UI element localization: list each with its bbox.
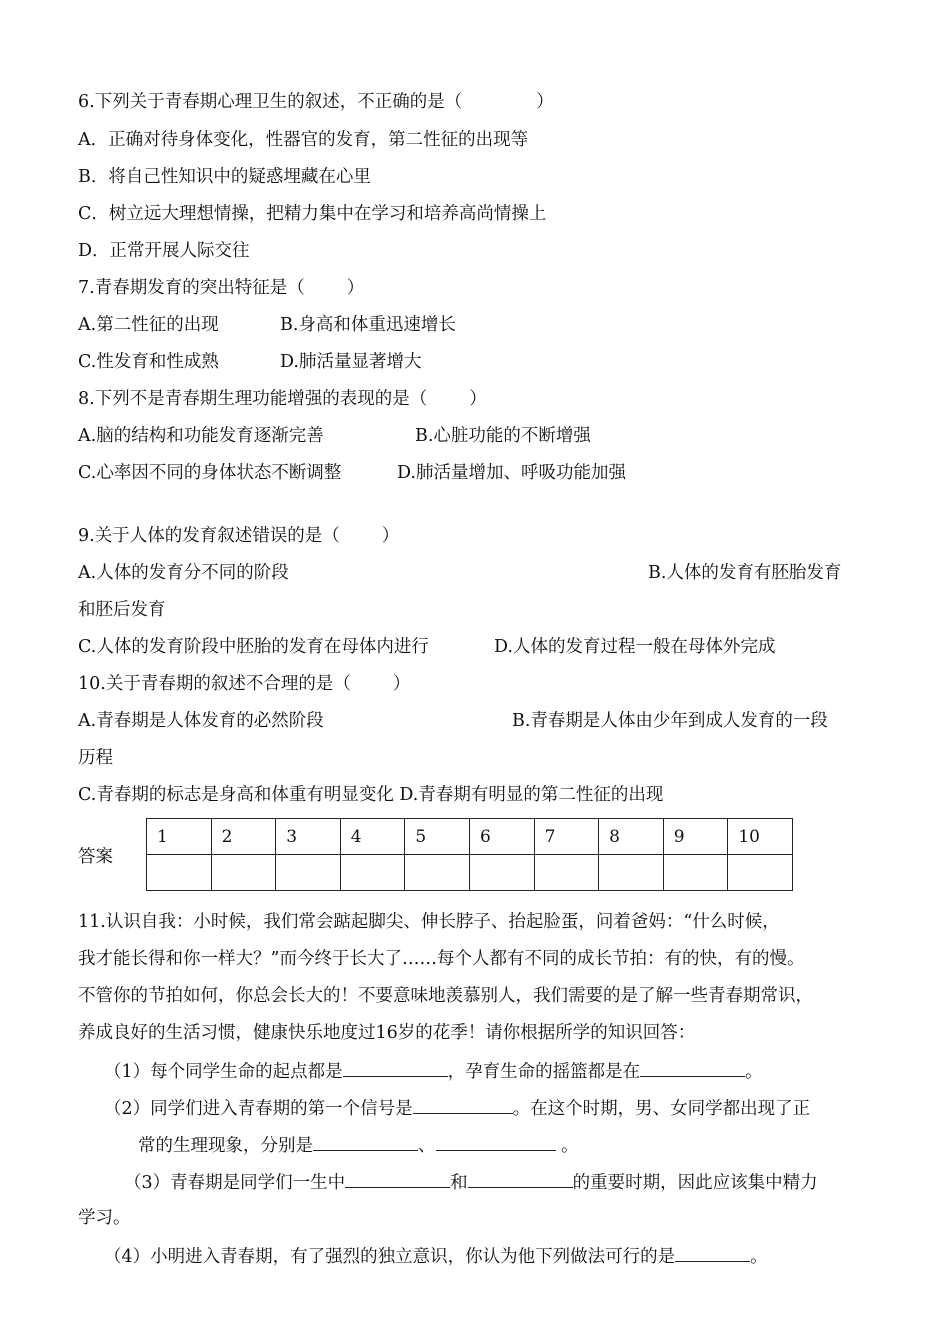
question-8-option-d: D.肺活量增加、呼吸功能加强 — [397, 463, 626, 483]
question-7-option-c: C.性发育和性成熟 — [78, 352, 219, 372]
answer-number-cell: 1 — [147, 819, 212, 855]
question-6-stem: 6.下列关于青春期心理卫生的叙述，不正确的是（ ） — [78, 92, 554, 112]
answer-number-cell: 6 — [469, 819, 534, 855]
fill-blank[interactable] — [640, 1058, 745, 1077]
answer-number-cell: 9 — [663, 819, 728, 855]
question-9-option-d: D.人体的发育过程一般在母体外完成 — [494, 637, 776, 657]
question-7-option-a: A.第二性征的出现 — [78, 315, 219, 335]
answer-number-row — [147, 819, 793, 855]
question-11-sub-2: （2）同学们进入青春期的第一个信号是 。在这个时期，男、女同学都出现了正 — [104, 1095, 810, 1121]
answer-blank-cell[interactable] — [599, 855, 664, 891]
question-7-option-d: D.肺活量显著增大 — [280, 352, 422, 372]
answer-number-cell: 3 — [276, 819, 341, 855]
question-11-sub-1: （1）每个同学生命的起点都是 ，孕育生命的摇篮都是在 。 — [104, 1058, 763, 1084]
fill-blank[interactable] — [675, 1243, 750, 1262]
answer-number-cell: 4 — [340, 819, 405, 855]
fill-blank[interactable] — [413, 1095, 513, 1114]
answer-label: 答案 — [78, 847, 113, 867]
question-7-option-b: B.身高和体重迅速增长 — [280, 315, 456, 335]
question-7-stem: 7.青春期发育的突出特征是（ ） — [78, 278, 365, 298]
answer-blank-cell[interactable] — [663, 855, 728, 891]
question-6-option-a: A．正确对待身体变化，性器官的发育，第二性征的出现等 — [78, 130, 529, 150]
question-10-option-b-cont: 历程 — [78, 748, 113, 768]
fill-blank[interactable] — [313, 1132, 418, 1151]
question-11-sub-2-cont: 常的生理现象，分别是 、 。 — [138, 1132, 579, 1158]
question-8-option-c: C.心率因不同的身体状态不断调整 — [78, 463, 342, 483]
answer-number-cell: 7 — [534, 819, 599, 855]
question-11-paragraph-line-1: 11.认识自我：小时候，我们常会踮起脚尖、伸长脖子、抬起脸蛋，问着爸妈：“什么时候， — [78, 912, 780, 932]
question-6-option-b: B．将自己性知识中的疑惑埋藏在心里 — [78, 167, 371, 187]
question-10-options-cd: C.青春期的标志是身高和体重有明显变化 D.青春期有明显的第二性征的出现 — [78, 785, 664, 805]
fill-blank[interactable] — [345, 1169, 450, 1188]
question-8-stem: 8.下列不是青春期生理功能增强的表现的是（ ） — [78, 389, 487, 409]
question-9-option-b-cont: 和胚后发育 — [78, 600, 166, 620]
question-8-option-b: B.心脏功能的不断增强 — [415, 426, 591, 446]
question-8-option-a: A.脑的结构和功能发育逐渐完善 — [78, 426, 324, 446]
answer-number-cell: 2 — [211, 819, 276, 855]
question-9-option-c: C.人体的发育阶段中胚胎的发育在母体内进行 — [78, 637, 429, 657]
fill-blank[interactable] — [468, 1169, 573, 1188]
answer-blank-cell[interactable] — [405, 855, 470, 891]
question-11-sub-3-cont: 学习。 — [78, 1208, 131, 1228]
answer-number-cell: 5 — [405, 819, 470, 855]
answer-blank-cell[interactable] — [147, 855, 212, 891]
question-11-sub-3: （3）青春期是同学们一生中 和 的重要时期，因此应该集中精力 — [124, 1169, 818, 1195]
question-9-option-a: A.人体的发育分不同的阶段 — [78, 563, 289, 583]
fill-blank[interactable] — [436, 1132, 556, 1151]
answer-number-cell: 8 — [599, 819, 664, 855]
question-10-option-b: B.青春期是人体由少年到成人发育的一段 — [512, 711, 828, 731]
question-6-option-d: D．正常开展人际交往 — [78, 241, 250, 261]
question-10-option-a: A.青春期是人体发育的必然阶段 — [78, 711, 324, 731]
answer-blank-cell[interactable] — [534, 855, 599, 891]
answer-table — [146, 818, 793, 891]
answer-blank-cell[interactable] — [276, 855, 341, 891]
question-9-option-b: B.人体的发育有胚胎发育 — [648, 563, 842, 583]
fill-blank[interactable] — [343, 1058, 448, 1077]
question-11-sub-4: （4）小明进入青春期，有了强烈的独立意识，你认为他下列做法可行的是 。 — [104, 1243, 768, 1269]
question-11-paragraph-line-2: 我才能长得和你一样大？”而今终于长大了……每个人都有不同的成长节拍：有的快，有的慢。 — [78, 949, 805, 969]
answer-blank-cell[interactable] — [211, 855, 276, 891]
answer-number-cell: 10 — [728, 819, 793, 855]
question-6-option-c: C．树立远大理想情操，把精力集中在学习和培养高尚情操上 — [78, 204, 547, 224]
question-9-stem: 9.关于人体的发育叙述错误的是（ ） — [78, 526, 400, 546]
answer-blank-cell[interactable] — [340, 855, 405, 891]
answer-blank-row — [147, 855, 793, 891]
question-10-stem: 10.关于青春期的叙述不合理的是（ ） — [78, 674, 411, 694]
question-11-paragraph-line-3: 不管你的节拍如何，你总会长大的！不要意味地羡慕别人，我们需要的是了解一些青春期常识， — [78, 986, 813, 1006]
answer-blank-cell[interactable] — [728, 855, 793, 891]
question-11-paragraph-line-4: 养成良好的生活习惯，健康快乐地度过16岁的花季！请你根据所学的知识回答： — [78, 1023, 696, 1043]
answer-blank-cell[interactable] — [469, 855, 534, 891]
